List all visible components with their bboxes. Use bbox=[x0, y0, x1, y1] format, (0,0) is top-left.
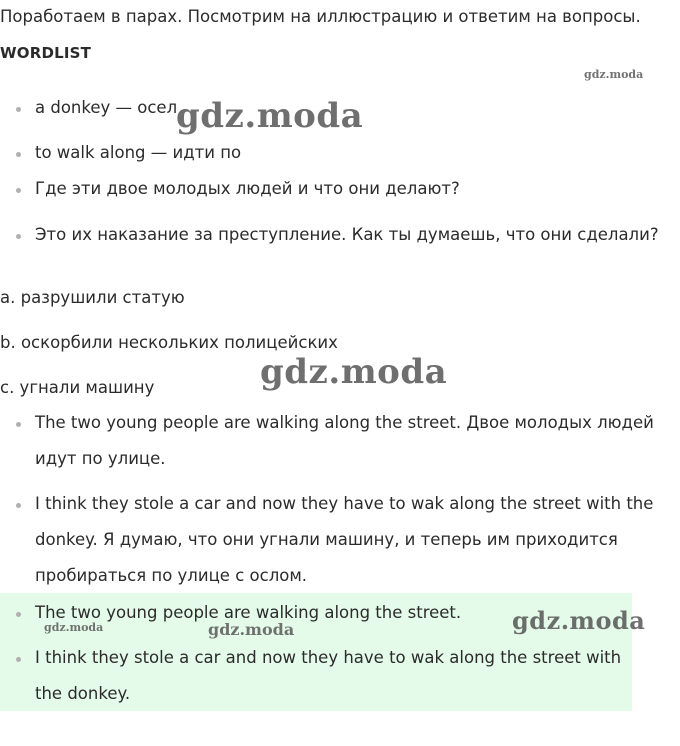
bullet-icon bbox=[16, 503, 21, 508]
bullet-icon bbox=[16, 657, 21, 662]
bullet-icon bbox=[16, 107, 21, 112]
wordlist-heading: WORDLIST bbox=[0, 44, 92, 62]
option-a: a. разрушили статую bbox=[0, 288, 185, 307]
wordlist-item-donkey: a donkey — осел bbox=[35, 98, 178, 117]
answer-2: I think they stole a car and now they have to wak along the street with the donkey. Я думаю, что они угнали машину, и теперь им приходится пробираться по улице с ослом. bbox=[35, 494, 654, 585]
question-where: Где эти двое молодых людей и что они делают? bbox=[35, 179, 460, 198]
intro-text: Поработаем в парах. Посмотрим на иллюстрацию и ответим на вопросы. bbox=[0, 7, 641, 26]
option-c: c. угнали машину bbox=[0, 378, 155, 397]
watermark-large: gdz.moda bbox=[260, 352, 448, 392]
bullet-icon bbox=[16, 152, 21, 157]
highlighted-answer-1: The two young people are walking along the street. bbox=[35, 603, 462, 622]
watermark-large: gdz.moda bbox=[512, 606, 646, 635]
watermark-small: gdz.moda bbox=[208, 620, 295, 639]
watermark-small: gdz.moda bbox=[44, 621, 104, 634]
bullet-icon bbox=[16, 188, 21, 193]
question-punishment: Это их наказание за преступление. Как ты думаешь, что они сделали? bbox=[35, 225, 659, 244]
watermark-small: gdz.moda bbox=[584, 68, 644, 81]
bullet-icon bbox=[16, 234, 21, 239]
answer-1: The two young people are walking along the street. Двое молодых людей идут по улице. bbox=[35, 413, 654, 468]
watermark-large: gdz.moda bbox=[176, 96, 364, 136]
bullet-icon bbox=[16, 612, 21, 617]
wordlist-item-walk-along: to walk along — идти по bbox=[35, 143, 242, 162]
option-b: b. оскорбили нескольких полицейских bbox=[0, 333, 338, 352]
highlighted-answer-2: I think they stole a car and now they have to wak along the street with the donkey. bbox=[35, 648, 622, 703]
bullet-icon bbox=[16, 422, 21, 427]
